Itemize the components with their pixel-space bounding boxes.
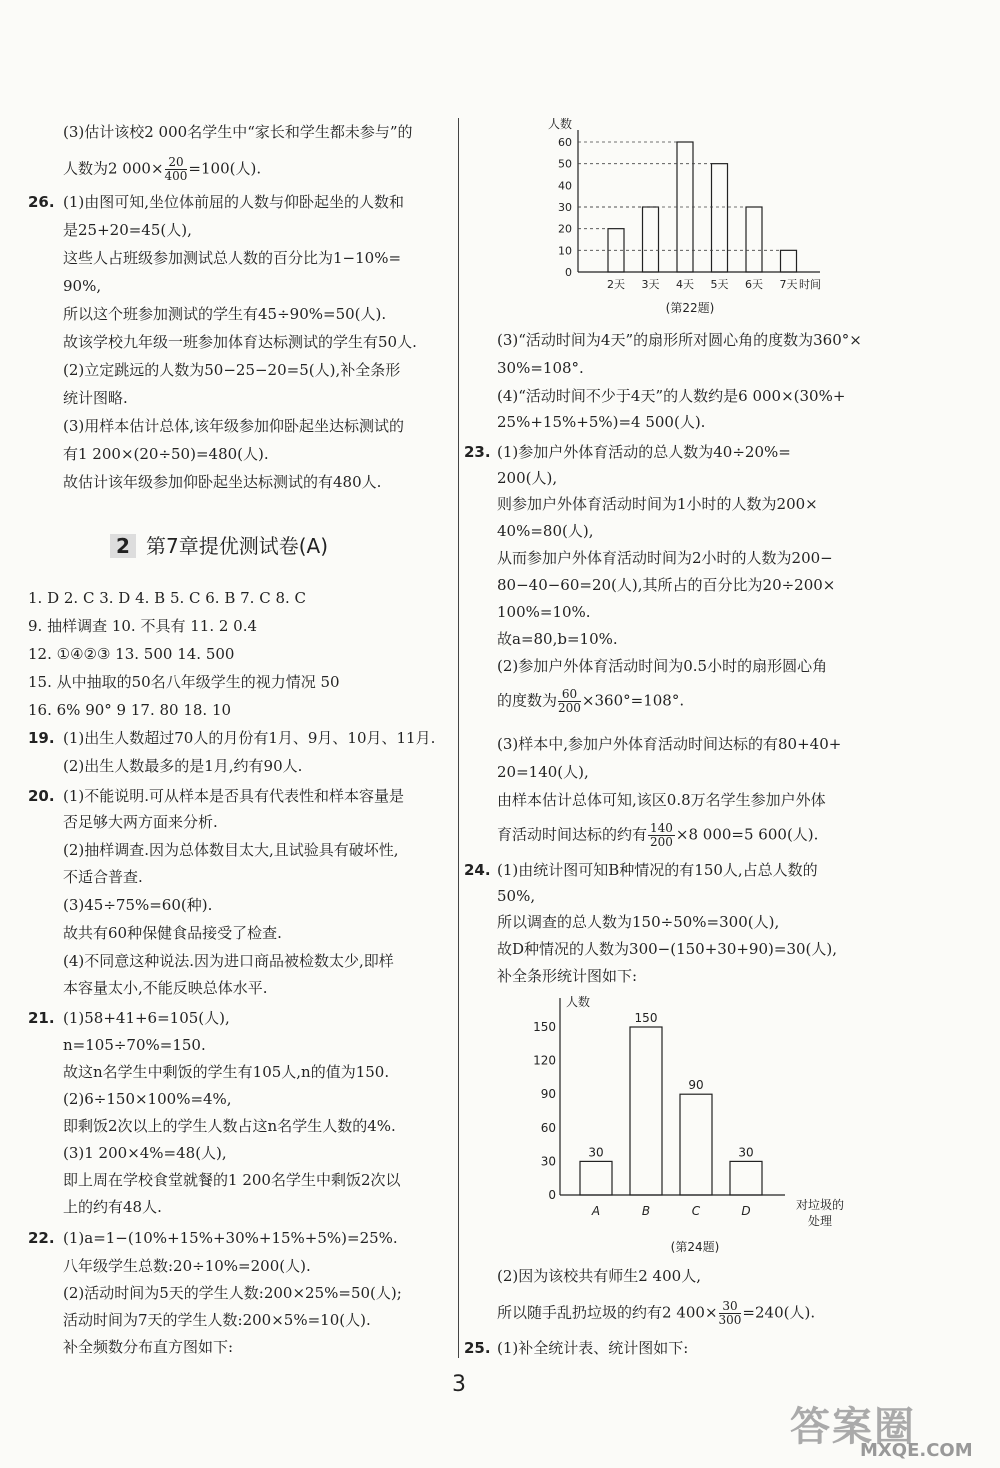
y-tick-label: 0 (548, 1188, 556, 1202)
line-fraction: 人数为2 000× $\frac{20}{400}$ =100(人). (63, 155, 262, 183)
bar (746, 207, 762, 272)
line-fraction: 育活动时间达标的约有 $\frac{140}{200}$ ×8 000=5 600(人). (497, 821, 819, 849)
line: 200(人), (497, 469, 558, 487)
line: (2)立定跳远的人数为50−25−20=5(人),补全条形 (63, 361, 401, 379)
x-tick-label: 2天 (607, 278, 625, 291)
line: 故这n名学生中剩饭的学生有105人,n的值为150. (63, 1063, 390, 1081)
page-number: 3 (452, 1372, 466, 1397)
line: (2)抽样调查.因为总体数目太大,且试验具有破坏性, (63, 841, 399, 859)
line: 不适合普查. (63, 868, 143, 886)
y-tick-label: 10 (558, 244, 572, 258)
line: 80−40−60=20(人),其所占的百分比为20÷200× (497, 576, 836, 594)
watermark-logo: 答案圈 (790, 1404, 916, 1450)
line: 八年级学生总数:20÷10%=200(人). (63, 1257, 311, 1275)
watermark-url: MXQE.COM (860, 1440, 973, 1461)
line: (2)参加户外体育活动时间为0.5小时的扇形圆心角 (497, 657, 828, 675)
x-axis-label-line2: 处理 (807, 1214, 833, 1228)
data-label: 30 (588, 1145, 604, 1160)
line: 有1 200×(20÷50)=480(人). (63, 445, 269, 463)
line: 20=140(人), (497, 763, 589, 781)
question-number: 25. (464, 1339, 491, 1357)
line: (1)58+41+6=105(人), (63, 1009, 230, 1027)
line: n=105÷70%=150. (63, 1036, 206, 1054)
y-tick-label: 90 (540, 1087, 556, 1102)
line: (4)不同意这种说法.因为进口商品被检数太少,即样 (63, 952, 394, 970)
bar (643, 207, 659, 272)
line: 所以这个班参加测试的学生有45÷90%=50(人). (63, 305, 387, 323)
chart-caption: (第22题) (665, 301, 715, 315)
line: 90%, (63, 277, 102, 295)
bar (781, 250, 797, 272)
y-tick-label: 30 (540, 1154, 556, 1169)
data-label: 90 (688, 1078, 704, 1093)
line: 补全频数分布直方图如下: (63, 1338, 234, 1356)
y-tick-label: 60 (558, 136, 572, 149)
line: 即上周在学校食堂就餐的1 200名学生中剩饭2次以 (63, 1171, 401, 1189)
line: 所以调查的总人数为150÷50%=300(人), (497, 913, 780, 931)
fraction: $\frac{140}{200}$ (650, 821, 673, 849)
line: 故估计该年级参加仰卧起坐达标测试的有480人. (63, 473, 382, 491)
line: (3)45÷75%=60(种). (63, 896, 213, 914)
line: 故该学校九年级一班参加体育达标测试的学生有50人. (63, 333, 417, 351)
x-tick-label: B (641, 1204, 651, 1218)
fraction: $\frac{20}{400}$ (164, 155, 188, 183)
line: (2)因为该校共有师生2 400人, (497, 1267, 701, 1285)
question-number: 19. (28, 729, 55, 747)
line: (3)1 200×4%=48(人), (63, 1144, 227, 1162)
line: (3)“活动时间为4天”的扇形所对圆心角的度数为360°× (497, 331, 862, 349)
line: (1)a=1−(10%+15%+30%+15%+5%)=25%. (63, 1229, 398, 1247)
answer-line: 9. 抽样调查 10. 不具有 11. 2 0.4 (28, 617, 258, 635)
question-number: 21. (28, 1009, 55, 1027)
question-number: 22. (28, 1229, 55, 1247)
bar (712, 164, 728, 272)
question-number: 24. (464, 861, 491, 879)
x-tick-label: D (741, 1204, 751, 1218)
answer-line: 1. D 2. C 3. D 4. B 5. C 6. B 7. C 8. C (28, 589, 307, 607)
y-tick-label: 40 (558, 179, 572, 193)
line: 25%+15%+5%)=4 500(人). (497, 413, 706, 431)
line: 这些人占班级参加测试总人数的百分比为1−10%= (63, 249, 402, 267)
bar (730, 1161, 762, 1195)
fraction: $\frac{60}{200}$ (558, 687, 581, 715)
answer-line: 15. 从中抽取的50名八年级学生的视力情况 50 (28, 673, 340, 691)
line: (2)活动时间为5天的学生人数:200×25%=50(人); (63, 1284, 402, 1302)
y-axis-label: 人数 (566, 995, 591, 1009)
line: (3)用样本估计总体,该年级参加仰卧起坐达标测试的 (63, 417, 405, 435)
y-tick-label: 150 (533, 1020, 556, 1034)
data-label: 150 (634, 1011, 658, 1025)
data-label: 30 (738, 1145, 754, 1160)
bar (677, 142, 693, 272)
x-tick-label: A (591, 1204, 601, 1218)
y-tick-label: 60 (540, 1120, 556, 1135)
line: (1)出生人数超过70人的月份有1月、9月、10月、11月. (63, 729, 436, 747)
line: 统计图略. (63, 389, 128, 407)
line: 是25+20=45(人), (63, 221, 192, 239)
line: 100%=10%. (497, 603, 591, 621)
chart-caption: (第24题) (670, 1240, 720, 1254)
bar (630, 1027, 662, 1195)
line: 即剩饭2次以上的学生人数占这n名学生人数的4%. (63, 1117, 396, 1135)
line: 40%=80(人), (497, 522, 594, 540)
line: 补全条形统计图如下: (497, 967, 638, 985)
line: 则参加户外体育活动时间为1小时的人数为200× (497, 495, 818, 513)
line: 故a=80,b=10%. (497, 630, 618, 648)
x-axis-label-line1: 对垃圾的 (795, 1198, 845, 1212)
x-axis-label: 时间 (799, 278, 821, 291)
line: 30%=108°. (497, 359, 584, 377)
x-tick-label: 6天 (745, 278, 763, 291)
line: 上的约有48人. (63, 1198, 162, 1216)
line: (3)样本中,参加户外体育活动时间达标的有80+40+ (497, 735, 842, 753)
answer-line: 16. 6% 90° 9 17. 80 18. 10 (28, 701, 232, 719)
fraction: $\frac{30}{300}$ (718, 1299, 742, 1327)
chart-q22-histogram (540, 112, 840, 342)
question-number: 26. (28, 193, 55, 211)
column-divider (458, 118, 459, 1358)
bar (580, 1161, 612, 1195)
x-tick-label: 3天 (641, 278, 660, 291)
question-number: 20. (28, 787, 55, 805)
y-tick-label: 0 (565, 266, 572, 279)
line: 故D种情况的人数为300−(150+30+90)=30(人), (497, 940, 837, 958)
line: (1)由图可知,坐位体前屈的人数与仰卧起坐的人数和 (63, 193, 405, 211)
line: (1)由统计图可知B种情况的有150人,占总人数的 (497, 861, 818, 879)
y-tick-label: 120 (533, 1053, 556, 1068)
line: 从而参加户外体育活动时间为2小时的人数为200− (497, 549, 833, 567)
line: (1)补全统计表、统计图如下: (497, 1339, 689, 1357)
line: (3)估计该校2 000名学生中“家长和学生都未参与”的 (63, 123, 413, 141)
line: (1)不能说明.可从样本是否具有代表性和样本容量是 (63, 787, 405, 805)
y-tick-label: 30 (558, 201, 572, 214)
line-fraction: 的度数为 $\frac{60}{200}$ ×360°=108°. (497, 687, 685, 715)
line: 本容量太小,不能反映总体水平. (63, 979, 268, 997)
line: (2)6÷150×100%=4%, (63, 1090, 232, 1108)
answer-line: 12. ①④②③ 13. 500 14. 500 (28, 645, 235, 663)
section-title: 2 第7章提优测试卷(A) (110, 530, 328, 559)
line-fraction: 所以随手乱扔垃圾的约有2 400× $\frac{30}{300}$ =240(人). (497, 1299, 816, 1327)
question-number: 23. (464, 443, 491, 461)
x-tick-label: 7天 (779, 278, 798, 291)
line: 否足够大两方面来分析. (63, 813, 218, 831)
y-axis-label: 人数 (548, 117, 573, 131)
line: 故共有60种保健食品接受了检查. (63, 924, 282, 942)
line: (2)出生人数最多的是1月,约有90人. (63, 757, 303, 775)
line: 活动时间为7天的学生人数:200×5%=10(人). (63, 1311, 371, 1329)
x-tick-label: 4天 (676, 278, 694, 291)
x-tick-label: C (691, 1204, 701, 1218)
x-tick-label: 5天 (710, 278, 729, 291)
line: 由样本估计总体可知,该区0.8万名学生参加户外体 (497, 791, 826, 809)
line: (4)“活动时间不少于4天”的人数约是6 000×(30%+ (497, 387, 846, 405)
y-tick-label: 20 (558, 222, 572, 236)
chart-q24-bar (530, 990, 870, 1260)
line: 50%, (497, 887, 536, 905)
bar (680, 1094, 712, 1195)
line: (1)参加户外体育活动的总人数为40÷20%= (497, 443, 791, 461)
y-tick-label: 50 (558, 157, 572, 171)
section-number: 2 (110, 534, 136, 558)
